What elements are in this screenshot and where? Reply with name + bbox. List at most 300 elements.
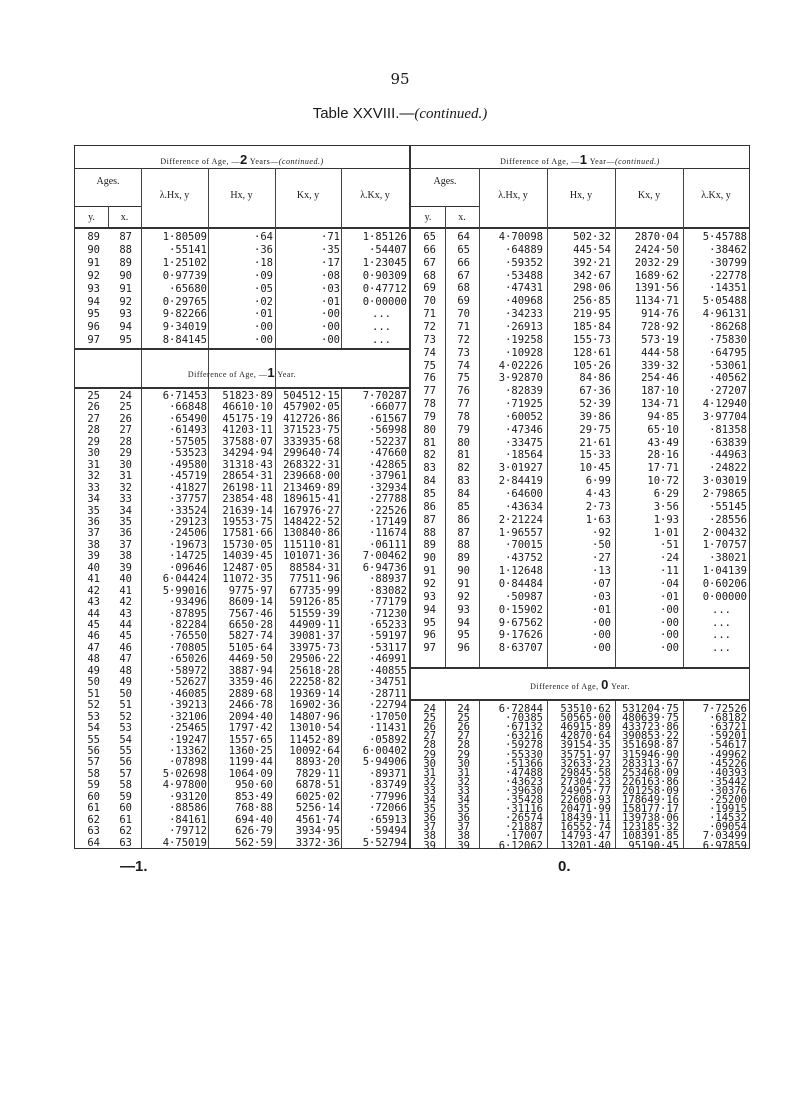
kxy-value: 412726·86 [283, 412, 340, 425]
kxy-value: ·51 [660, 539, 679, 552]
kxy-value: 504512·15 [283, 390, 340, 402]
kxy-value: 17·71 [647, 462, 679, 475]
table-row [411, 604, 749, 617]
kxy-value: 315946·90 [622, 748, 679, 761]
lhxy-value: 6·71453 [162, 390, 207, 402]
age-y: 56 [87, 744, 100, 757]
lhxy-value: ·18564 [505, 449, 543, 462]
lhxy-value: ·33475 [505, 436, 543, 449]
age-x: 46 [119, 641, 132, 654]
lkxy-value: ·65913 [369, 813, 407, 826]
hxy-value: ·05 [254, 282, 273, 295]
lkxy-value: ... [372, 334, 391, 347]
lkxy-value: 4·96131 [702, 308, 747, 321]
lkxy-value: ·68182 [709, 712, 747, 725]
kxy-value: ·17 [321, 256, 340, 269]
lkxy-value: 2·00432 [702, 526, 747, 539]
age-x: 32 [119, 481, 132, 494]
age-x: 83 [457, 475, 470, 488]
age-x: 94 [457, 616, 470, 629]
table-row [411, 617, 749, 630]
table-row [411, 308, 749, 321]
lkxy-value: ·63839 [709, 436, 747, 449]
lhxy-value: ·21887 [505, 821, 543, 834]
left-header-prefix: Difference of Age, — [160, 157, 240, 166]
age-x: 36 [119, 527, 132, 540]
age-y: 32 [87, 470, 100, 483]
kxy-value: 134·71 [641, 398, 679, 411]
lhxy-value: ·43752 [505, 552, 543, 565]
lkxy-value: ·54407 [369, 243, 407, 256]
lhxy-value: 2·84419 [498, 475, 543, 488]
table-row [411, 372, 749, 385]
lkxy-value: ·17149 [369, 515, 407, 528]
age-x: 35 [119, 515, 132, 528]
left-panel [75, 146, 409, 848]
lkxy-value: ·30376 [709, 784, 747, 797]
kxy-value: 239668·00 [283, 470, 340, 483]
age-x: 34 [119, 504, 132, 517]
kxy-value: ·00 [660, 642, 679, 655]
lhxy-value: ·93120 [169, 790, 207, 803]
rule [411, 168, 749, 169]
lhxy-value: ·71925 [505, 398, 543, 411]
kxy-value: 253468·09 [622, 766, 679, 779]
hxy-value: 950·60 [235, 779, 273, 792]
lhxy-value: ·14725 [169, 550, 207, 563]
x-header: x. [458, 212, 466, 223]
age-y: 48 [87, 653, 100, 666]
lkxy-value: ·25200 [709, 794, 747, 806]
age-y: 61 [87, 802, 100, 815]
table-row [411, 244, 749, 257]
kxy-value: 108391·85 [622, 830, 679, 843]
kxy-value: 67735·99 [289, 584, 340, 597]
hxy-value: 35751·97 [560, 748, 611, 761]
lhxy-value: ·09646 [169, 561, 207, 574]
lhxy-value: ·49580 [169, 458, 207, 471]
age-y: 50 [87, 676, 100, 689]
age-y: 82 [423, 449, 436, 462]
lhxy-value: ·53488 [505, 269, 543, 282]
age-y: 86 [423, 500, 436, 513]
lkxy-value: 4·12940 [702, 398, 747, 411]
hxy-value: 445·54 [573, 243, 611, 256]
y-header: y. [424, 212, 432, 223]
age-x: 36 [457, 812, 470, 825]
lhxy-value: ·65490 [169, 412, 207, 425]
lkxy-value: ·28711 [369, 687, 407, 700]
age-y: 89 [87, 231, 100, 243]
kxy-value: 158177·17 [622, 803, 679, 816]
age-x: 76 [457, 385, 470, 398]
age-y: 25 [87, 390, 100, 402]
age-x: 45 [119, 630, 132, 643]
right-mid-digit: 0 [601, 677, 609, 692]
age-x: 69 [457, 295, 470, 308]
table-row [411, 514, 749, 527]
kxy-value: 33975·73 [289, 641, 340, 654]
kxy-value: 2424·50 [634, 243, 679, 256]
lkxy-value: ·75830 [709, 333, 747, 346]
table-row [411, 295, 749, 308]
hxy-value: 42870·64 [560, 730, 611, 743]
lkxy-value: 6·00402 [362, 744, 407, 757]
lkxy-value: ·86268 [709, 320, 747, 333]
lhxy-header: λ.Hx, y [498, 190, 528, 201]
age-y: 96 [87, 321, 100, 334]
kxy-value: 7829·11 [295, 767, 340, 780]
age-y: 59 [87, 779, 100, 792]
kxy-value: 130840·86 [283, 527, 340, 540]
lkxy-value: ·42865 [369, 458, 407, 471]
hxy-value: ·50 [592, 539, 611, 552]
lhxy-value: 3·01927 [498, 462, 543, 475]
kxy-header: Kx, y [296, 190, 320, 201]
age-x: 27 [457, 730, 470, 743]
lhxy-value: 5·99016 [162, 584, 207, 597]
hxy-value: 23854·48 [222, 493, 273, 506]
lhxy-value: 9·82266 [162, 308, 207, 321]
age-y: 54 [87, 722, 100, 735]
hxy-value: 128·61 [573, 346, 611, 359]
lkxy-value: ·19915 [709, 803, 747, 816]
table-row [411, 449, 749, 462]
kxy-value: ·24 [660, 552, 679, 565]
rule [411, 699, 749, 701]
kxy-value: 6·29 [653, 488, 679, 500]
rule [411, 227, 749, 229]
lkxy-value: 6·97859 [702, 839, 747, 852]
lkxy-value: 7·72526 [702, 703, 747, 715]
left-mid-digit: 1 [267, 365, 276, 380]
right-mid-suffix: Year. [608, 682, 630, 691]
age-y: 44 [87, 607, 100, 620]
hxy-value: 51823·89 [222, 390, 273, 402]
lhxy-value: ·43623 [505, 775, 543, 788]
age-y: 55 [87, 733, 100, 746]
age-x: 25 [457, 712, 470, 725]
lhxy-value: 4·02226 [498, 359, 543, 372]
lkxy-value: ·38021 [709, 552, 747, 565]
lhxy-value: 1·80509 [162, 231, 207, 243]
hxy-value: ·36 [254, 243, 273, 256]
age-x: 43 [119, 607, 132, 620]
lkxy-value: ·11674 [369, 527, 407, 540]
lhxy-value: ·51366 [505, 757, 543, 770]
age-y: 33 [87, 481, 100, 494]
hxy-value: 3887·94 [228, 664, 273, 677]
kxy-value: 25618·28 [289, 664, 340, 677]
lhxy-value: 0·29765 [162, 295, 207, 308]
age-x: 49 [119, 676, 132, 689]
lhxy-value: 1·96557 [498, 526, 543, 539]
age-x: 39 [457, 839, 470, 852]
lhxy-value: ·40968 [505, 295, 543, 308]
hxy-value: 24905·77 [560, 784, 611, 797]
age-x: 52 [119, 710, 132, 723]
lkxy-value: ·22794 [369, 699, 407, 712]
age-x: 79 [457, 423, 470, 436]
lkxy-value: ·37961 [369, 470, 407, 483]
left-header-suffix: Years— [247, 157, 279, 166]
age-x: 64 [457, 231, 470, 243]
age-x: 53 [119, 722, 132, 735]
age-x: 93 [457, 603, 470, 616]
lkxy-value: ·14532 [709, 812, 747, 825]
hxy-value: 5827·74 [228, 630, 273, 643]
kxy-value: 77511·96 [289, 573, 340, 586]
hxy-value: 46610·10 [222, 401, 273, 414]
lhxy-value: ·17007 [505, 830, 543, 843]
kxy-value: 11452·89 [289, 733, 340, 746]
hxy-value: 12487·05 [222, 561, 273, 574]
kxy-value: 65·10 [647, 423, 679, 436]
table-row [411, 321, 749, 334]
hxy-value: 14793·47 [560, 830, 611, 843]
kxy-value: 914·76 [641, 308, 679, 321]
hxy-value: ·01 [592, 603, 611, 616]
hxy-value: 37588·07 [222, 435, 273, 448]
age-y: 28 [87, 424, 100, 437]
lhxy-value: ·32106 [169, 710, 207, 723]
lhxy-value: ·26913 [505, 320, 543, 333]
lkxy-value: 1·70757 [702, 539, 747, 552]
footer-right: 0. [558, 858, 571, 875]
kxy-value: 1689·62 [634, 269, 679, 282]
lhxy-value: ·66848 [169, 401, 207, 414]
hxy-value: 5105·64 [228, 641, 273, 654]
table-row [75, 244, 409, 257]
table-row [75, 321, 409, 334]
kxy-header: Kx, y [637, 190, 661, 201]
age-y: 36 [423, 812, 436, 825]
hxy-value: 18439·11 [560, 812, 611, 825]
age-y: 41 [87, 573, 100, 586]
kxy-value: 28·16 [647, 449, 679, 462]
lkxy-value: ·27207 [709, 385, 747, 398]
age-y: 75 [423, 359, 436, 372]
left-mid-prefix: Difference of Age, — [187, 370, 268, 379]
age-y: 72 [423, 320, 436, 333]
lkxy-value: ·61567 [369, 412, 407, 425]
hxy-value: ·00 [254, 321, 273, 334]
lkxy-value: ·59197 [369, 630, 407, 643]
lkxy-value: ·49962 [709, 748, 747, 761]
hxy-value: ·03 [592, 590, 611, 603]
hxy-value: 13201·40 [560, 839, 611, 852]
age-x: 30 [457, 757, 470, 770]
kxy-value: 6878·51 [295, 779, 340, 792]
age-x: 30 [119, 458, 132, 471]
lkxy-value: ·14351 [709, 282, 747, 295]
lhxy-header: λ.Hx, y [159, 190, 190, 201]
hxy-value: 392·21 [573, 256, 611, 269]
age-y: 47 [87, 641, 100, 654]
lkxy-value: ·83749 [369, 779, 407, 792]
age-x: 29 [119, 447, 132, 460]
lkxy-value: ·52237 [369, 435, 407, 448]
lhxy-value: ·35428 [505, 794, 543, 806]
lhxy-value: ·55141 [169, 243, 207, 256]
age-y: 28 [423, 739, 436, 752]
age-x: 56 [119, 756, 132, 769]
kxy-value: ·01 [321, 295, 340, 308]
lhxy-value: ·79712 [169, 825, 207, 838]
lkxy-value: ·05892 [369, 733, 407, 746]
hxy-value: 32633·23 [560, 757, 611, 770]
age-y: 63 [87, 825, 100, 838]
age-y: 71 [423, 308, 436, 321]
kxy-value: ·01 [660, 590, 679, 603]
kxy-value: 1391·56 [634, 282, 679, 295]
lhxy-value: ·07898 [169, 756, 207, 769]
lkxy-value: ... [712, 629, 731, 642]
lkxy-value: ·45226 [709, 757, 747, 770]
hxy-value: 768·88 [235, 802, 273, 815]
kxy-value: 1134·71 [634, 295, 679, 308]
age-x: 91 [457, 577, 470, 590]
lhxy-value: ·47431 [505, 282, 543, 295]
age-y: 31 [423, 766, 436, 779]
lkxy-value: ·40393 [709, 766, 747, 779]
lhxy-value: ·45719 [169, 470, 207, 483]
age-x: 88 [119, 243, 132, 256]
lhxy-value: 9·34019 [162, 321, 207, 334]
lhxy-value: ·46085 [169, 687, 207, 700]
kxy-value: 339·32 [641, 359, 679, 372]
age-y: 46 [87, 630, 100, 643]
hxy-value: 1360·25 [228, 744, 273, 757]
hxy-value: 562·59 [235, 836, 273, 849]
kxy-value: ·00 [660, 616, 679, 629]
table-row [411, 527, 749, 540]
table-row [411, 578, 749, 591]
age-x: 28 [457, 739, 470, 752]
hxy-value: ·64 [254, 231, 273, 243]
lkxy-value: ·81358 [709, 423, 747, 436]
lhxy-value: 4·97800 [162, 779, 207, 792]
lkxy-value: ·38462 [709, 243, 747, 256]
age-y: 77 [423, 385, 436, 398]
lkxy-value: ... [712, 642, 731, 655]
table-row [411, 411, 749, 424]
lhxy-value: 4·70098 [498, 231, 543, 243]
lkxy-value: 5·52794 [362, 836, 407, 849]
age-y: 90 [423, 552, 436, 565]
lkxy-value: 3·97704 [702, 410, 747, 423]
age-y: 53 [87, 710, 100, 723]
lkxy-value: ·53061 [709, 359, 747, 372]
lhxy-value: ·31116 [505, 803, 543, 816]
age-y: 66 [423, 243, 436, 256]
age-y: 39 [423, 839, 436, 852]
age-y: 26 [87, 401, 100, 414]
age-y: 79 [423, 410, 436, 423]
age-x: 81 [457, 449, 470, 462]
left-section-header [75, 152, 409, 167]
lkxy-value: ·64795 [709, 346, 747, 359]
age-y: 58 [87, 767, 100, 780]
kxy-value: 283313·67 [622, 757, 679, 770]
age-y: 62 [87, 813, 100, 826]
age-x: 85 [457, 500, 470, 513]
table-row [411, 539, 749, 552]
kxy-value: 43·49 [647, 436, 679, 449]
age-x: 67 [457, 269, 470, 282]
hxy-value: 15·33 [579, 449, 611, 462]
age-x: 95 [457, 629, 470, 642]
lkxy-value: ·44963 [709, 449, 747, 462]
age-x: 42 [119, 596, 132, 609]
table-row [411, 642, 749, 655]
age-x: 44 [119, 619, 132, 631]
table-row [411, 591, 749, 604]
hxy-value: 52·39 [579, 398, 611, 411]
kxy-value: ·00 [321, 334, 340, 347]
kxy-value: 268322·31 [283, 458, 340, 471]
lkxy-value: 0·90309 [362, 269, 407, 282]
kxy-value: 226163·86 [622, 775, 679, 788]
table-row [411, 282, 749, 295]
hxy-value: 1797·42 [228, 722, 273, 735]
lkxy-value: ·88937 [369, 573, 407, 586]
lkxy-value: ·27788 [369, 493, 407, 506]
kxy-value: 101071·36 [283, 550, 340, 563]
lkxy-value: ·09054 [709, 821, 747, 834]
age-x: 58 [119, 779, 132, 792]
hxy-value: 3359·46 [228, 676, 273, 689]
age-y: 93 [423, 590, 436, 603]
lhxy-value: ·55330 [505, 748, 543, 761]
kxy-value: 213469·89 [283, 481, 340, 494]
hxy-value: 342·67 [573, 269, 611, 282]
kxy-value: ·00 [321, 321, 340, 334]
lhxy-value: 3·92870 [498, 372, 543, 385]
age-y: 65 [423, 231, 436, 243]
hxy-value: 27304·23 [560, 775, 611, 788]
table-row [75, 270, 409, 283]
age-x: 63 [119, 836, 132, 849]
age-x: 24 [119, 390, 132, 402]
lkxy-value: ·47660 [369, 447, 407, 460]
left-mid-suffix: Year. [275, 370, 297, 379]
age-x: 38 [457, 830, 470, 843]
age-y: 64 [87, 836, 100, 849]
hxy-value: 4·43 [585, 488, 611, 500]
kxy-value: 5256·14 [295, 802, 340, 815]
hxy-value: ·00 [592, 629, 611, 642]
lhxy-value: ·59278 [505, 739, 543, 752]
age-x: 87 [457, 526, 470, 539]
kxy-value: 573·19 [641, 333, 679, 346]
lkxy-value: ... [372, 321, 391, 334]
kxy-value: 16902·36 [289, 699, 340, 712]
kxy-value: 1·93 [653, 513, 679, 526]
kxy-value: 3934·95 [295, 825, 340, 838]
hxy-value: 7567·46 [228, 607, 273, 620]
kxy-value: 189615·41 [283, 493, 340, 506]
lhxy-value: ·64889 [505, 243, 543, 256]
table-row [75, 334, 409, 347]
age-x: 75 [457, 372, 470, 385]
kxy-value: ·71 [321, 231, 340, 243]
hxy-value: 8609·14 [228, 596, 273, 609]
kxy-value: 94·85 [647, 410, 679, 423]
lhxy-value: ·34233 [505, 308, 543, 321]
kxy-value: 333935·68 [283, 435, 340, 448]
right-header-digit: 1 [579, 152, 588, 167]
